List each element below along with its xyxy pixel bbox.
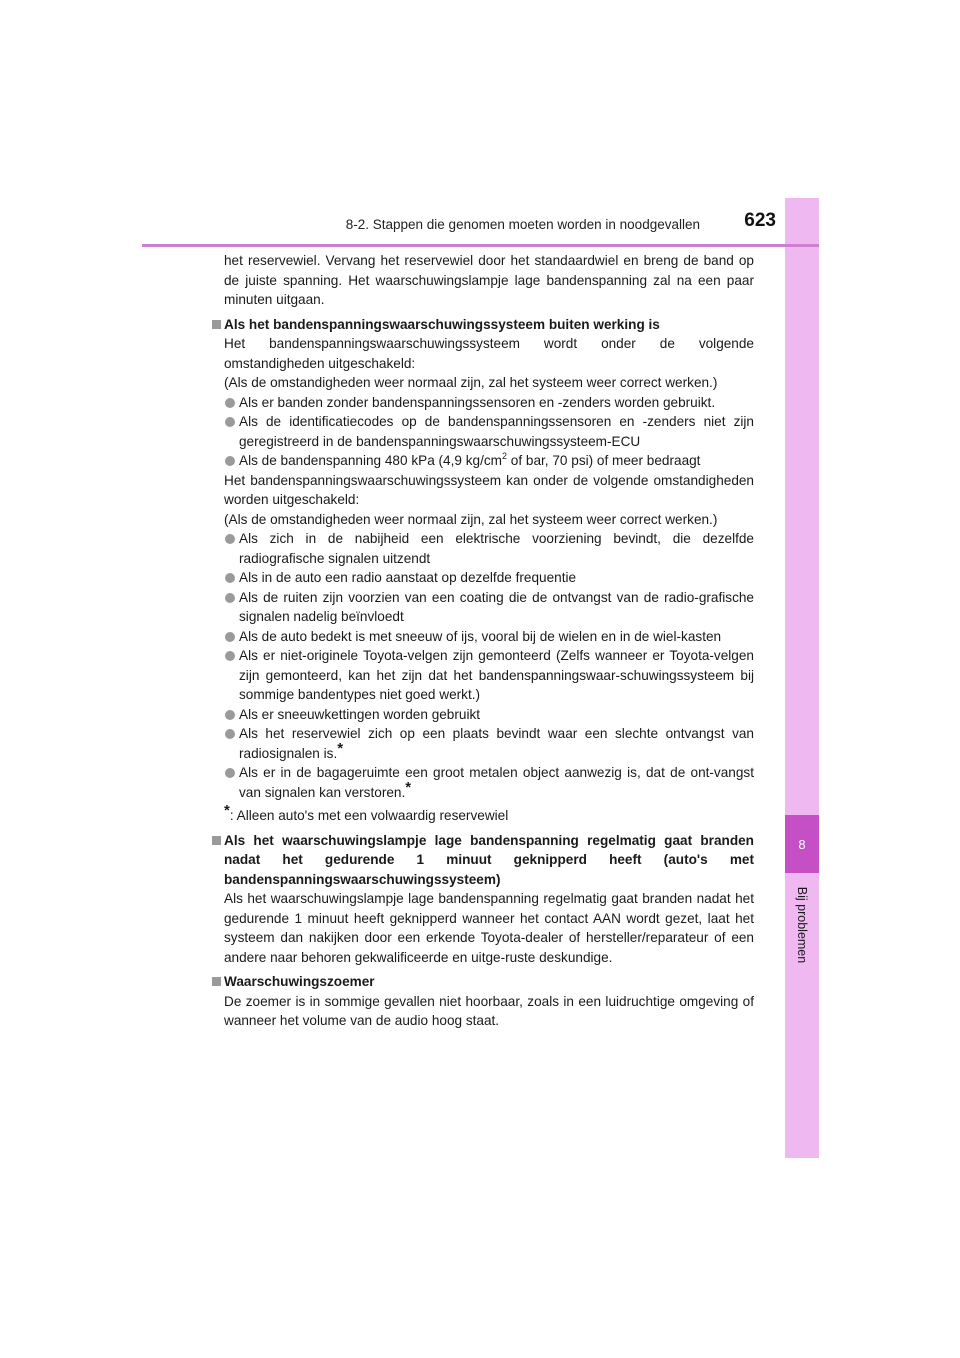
round-bullet-icon	[225, 417, 235, 427]
paragraph: Het bandenspanningswaarschuwingssysteem kan onder de volgende omstandigheden worden uitgeschakeld:	[224, 472, 754, 507]
intro-paragraph: het reservewiel. Vervang het reservewiel door het standaardwiel en breng de band op de juiste spanning. Het waarschuwingslampje lage bandenspanning zal na een paar minuten uitgaan.	[224, 253, 754, 307]
list-item	[210, 627, 754, 647]
section-header-title: 8-2. Stappen die genomen moeten worden in noodgevallen	[345, 217, 700, 232]
list-item-text: Als zich in de nabijheid een elektrische voorziening bevindt, die dezelfde radiografische signalen uitzendt	[239, 531, 754, 566]
paragraph: (Als de omstandigheden weer normaal zijn, zal het systeem weer correct werken.)	[224, 511, 718, 527]
paragraph: De zoemer is in sommige gevallen niet hoorbaar, zoals in een luidruchtige omgeving of wanneer het volume van de audio hoog staat.	[224, 993, 754, 1028]
list-item	[210, 568, 754, 588]
round-bullet-icon	[225, 710, 235, 720]
superscript: 2	[502, 451, 508, 461]
chapter-number-tab	[785, 815, 819, 873]
chapter-side-tab	[785, 198, 819, 1158]
round-bullet-icon	[225, 398, 235, 408]
list-item-text: Als er niet-originele Toyota-velgen zijn gemonteerd (Zelfs wanneer er Toyota-velgen zijn gemonteerd, kan het zijn dat het bandenspanningswaar-schuwingssysteem bij sommige bandentypes niet goed werkt.)	[239, 648, 754, 702]
list-item	[210, 529, 754, 568]
footnote-marker: *	[224, 802, 230, 819]
list-item-text: Als er in de bagageruimte een groot metalen object aanwezig is, dat de ont-vangst van signalen kan verstoren.	[239, 765, 754, 800]
footnote-marker: *	[337, 739, 344, 757]
list-item	[210, 393, 754, 413]
footnote-marker: *	[405, 778, 412, 796]
list-item-text: Als er sneeuwkettingen worden gebruikt	[239, 706, 481, 722]
paragraph: (Als de omstandigheden weer normaal zijn, zal het systeem weer correct werken.)	[224, 375, 718, 390]
page-content	[210, 251, 754, 1031]
list-item-text: Als er banden zonder bandenspanningssensoren en -zenders worden gebruikt.	[239, 394, 716, 410]
list-item-text: Als de ruiten zijn voorzien van een coating die de ontvangst van de radio-grafische signalen nadelig beïnvloedt	[239, 589, 754, 624]
chapter-number: 8	[798, 836, 806, 852]
chapter-label: Bij problemen	[795, 886, 809, 964]
list-item	[210, 451, 754, 471]
round-bullet-icon	[225, 593, 235, 603]
square-bullet-icon	[212, 836, 221, 845]
round-bullet-icon	[225, 768, 235, 778]
page-number: 623	[744, 210, 776, 231]
list-item	[210, 705, 754, 725]
section-heading-tpws-disabled	[210, 315, 754, 335]
list-item	[210, 646, 754, 705]
list-item-text: Als in de auto een radio aanstaat op dezelfde frequentie	[239, 570, 577, 585]
section-heading-text: Als het bandenspanningswaarschuwingssysteem buiten werking is	[224, 316, 660, 332]
square-bullet-icon	[212, 320, 221, 329]
list-item-text: Als het reservewiel zich op een plaats bevindt waar een slechte ontvangst van radiosignalen is.	[239, 726, 754, 761]
list-item-text: Als de auto bedekt is met sneeuw of ijs, vooral bij de wielen en in de wiel-kasten	[239, 628, 722, 644]
footnote	[210, 802, 754, 826]
round-bullet-icon	[225, 729, 235, 739]
round-bullet-icon	[225, 456, 235, 466]
round-bullet-icon	[225, 651, 235, 661]
round-bullet-icon	[225, 534, 235, 544]
list-item-text: Als de identificatiecodes op de bandenspanningssensoren en -zenders niet zijn geregistreerd in de bandenspanningswaarschuwingssysteem-ECU	[239, 414, 754, 449]
list-item	[210, 763, 754, 802]
footnote-text: : Alleen auto's met een volwaardig reservewiel	[229, 808, 509, 823]
header-rule	[142, 244, 819, 247]
section-heading-buzzer	[210, 972, 754, 992]
square-bullet-icon	[212, 977, 221, 986]
paragraph: Het bandenspanningswaarschuwingssysteem wordt onder de volgende omstandigheden uitgeschakeld:	[224, 336, 754, 371]
paragraph: Als het waarschuwingslampje lage bandenspanning regelmatig gaat branden nadat het gedurende 1 minuut heeft geknipperd wanneer het contact AAN wordt gezet, laat het systeem dan nakijken door een erkende Toyota-dealer of hersteller/reparateur of een andere naar behoren gekwalificeerde en uitge-ruste deskundige.	[224, 891, 754, 965]
section-heading-text: Als het waarschuwingslampje lage bandenspanning regelmatig gaat branden nadat het gedurende 1 minuut geknipperd heeft (auto's met bandenspanningswaarschuwingssysteem)	[224, 832, 754, 887]
list-item	[210, 724, 754, 763]
section-heading-text: Waarschuwingszoemer	[224, 974, 375, 989]
list-item	[210, 412, 754, 451]
section-heading-warning-light	[210, 831, 754, 890]
round-bullet-icon	[225, 573, 235, 583]
list-item-text: of bar, 70 psi) of meer bedraagt	[507, 453, 701, 468]
round-bullet-icon	[225, 632, 235, 642]
chapter-label-tab	[786, 882, 818, 968]
list-item	[210, 588, 754, 627]
list-item-text: Als de bandenspanning 480 kPa (4,9 kg/cm	[239, 453, 502, 468]
